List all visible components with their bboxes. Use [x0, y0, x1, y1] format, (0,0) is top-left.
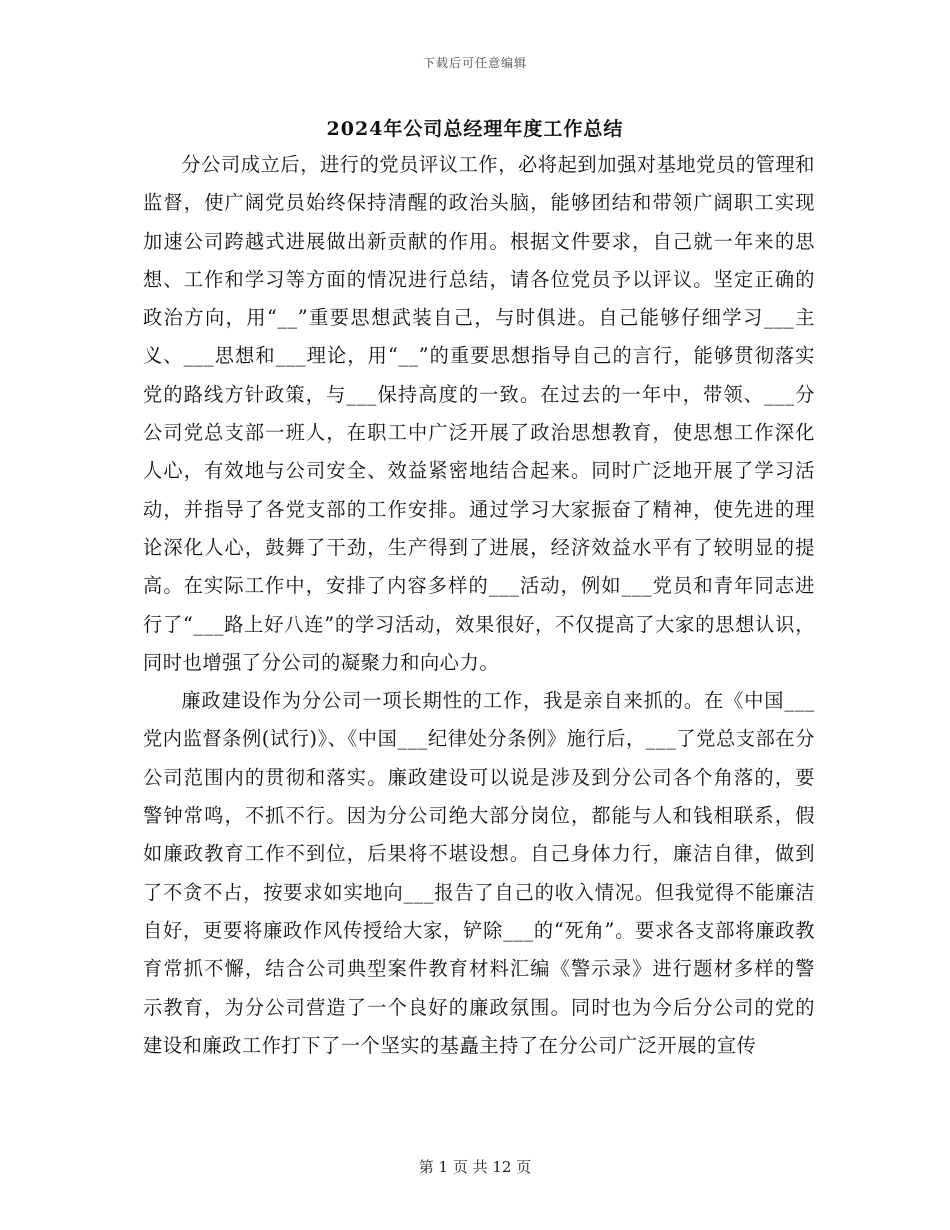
page-number-footer: 第 1 页 共 12 页: [418, 1158, 532, 1176]
page-header-note: 下载后可任意编辑: [422, 56, 527, 70]
document-body: [143, 146, 815, 1065]
body-paragraph: 分公司成立后，进行的党员评议工作，必将起到加强对基地党员的管理和监督，使广阔党员始终保持清醒的政治头脑，能够团结和带领广阔职工实现加速公司跨越式进展做出新贡献的作用。根据文件要求，自己就一年来的思想、工作和学习等方面的情况进行总结，请各位党员予以评议。坚定正确的政治方向，用“__”重要思想武装自己，与时俱进。自己能够仔细学习___主义、___思想和___理论，用“__”的重要思想指导自己的言行，能够贯彻落实党的路线方针政策，与___保持高度的一致。在过去的一年中，带领、___分公司党总支部一班人，在职工中广泛开展了政治思想教育，使思想工作深化人心，有效地与公司安全、效益紧密地结合起来。同时广泛地开展了学习活动，并指导了各党支部的工作安排。通过学习大家振奋了精神，使先进的理论深化人心，鼓舞了干劲，生产得到了进展，经济效益水平有了较明显的提高。在实际工作中，安排了内容多样的___活动，例如___党员和青年同志进行了“___路上好八连”的学习活动，效果很好，不仅提高了大家的思想认识，同时也增强了分公司的凝聚力和向心力。: [143, 153, 815, 674]
body-paragraph: 廉政建设作为分公司一项长期性的工作，我是亲自来抓的。在《中国___党内监督条例(试行)》、《中国___纪律处分条例》施行后，___了党总支部在分公司范围内的贯彻和落实。廉政建设可以说是涉及到分公司各个角落的，要警钟常鸣，不抓不行。因为分公司绝大部分岗位，都能与人和钱相联系，假如廉政教育工作不到位，后果将不堪设想。自己身体力行，廉洁自律，做到了不贪不占，按要求如实地向___报告了自己的收入情况。但我觉得不能廉洁自好，更要将廉政作风传授给大家，铲除___的“死角”。要求各支部将廉政教育常抓不懈，结合公司典型案件教育材料汇编《警示录》进行题材多样的警示教育，为分公司营造了一个良好的廉政氛围。同时也为今后分公司的党的建设和廉政工作打下了一个坚实的基矗主持了在分公司广泛开展的宣传: [143, 689, 815, 1057]
document-title: 2024年公司总经理年度工作总结: [326, 118, 624, 140]
